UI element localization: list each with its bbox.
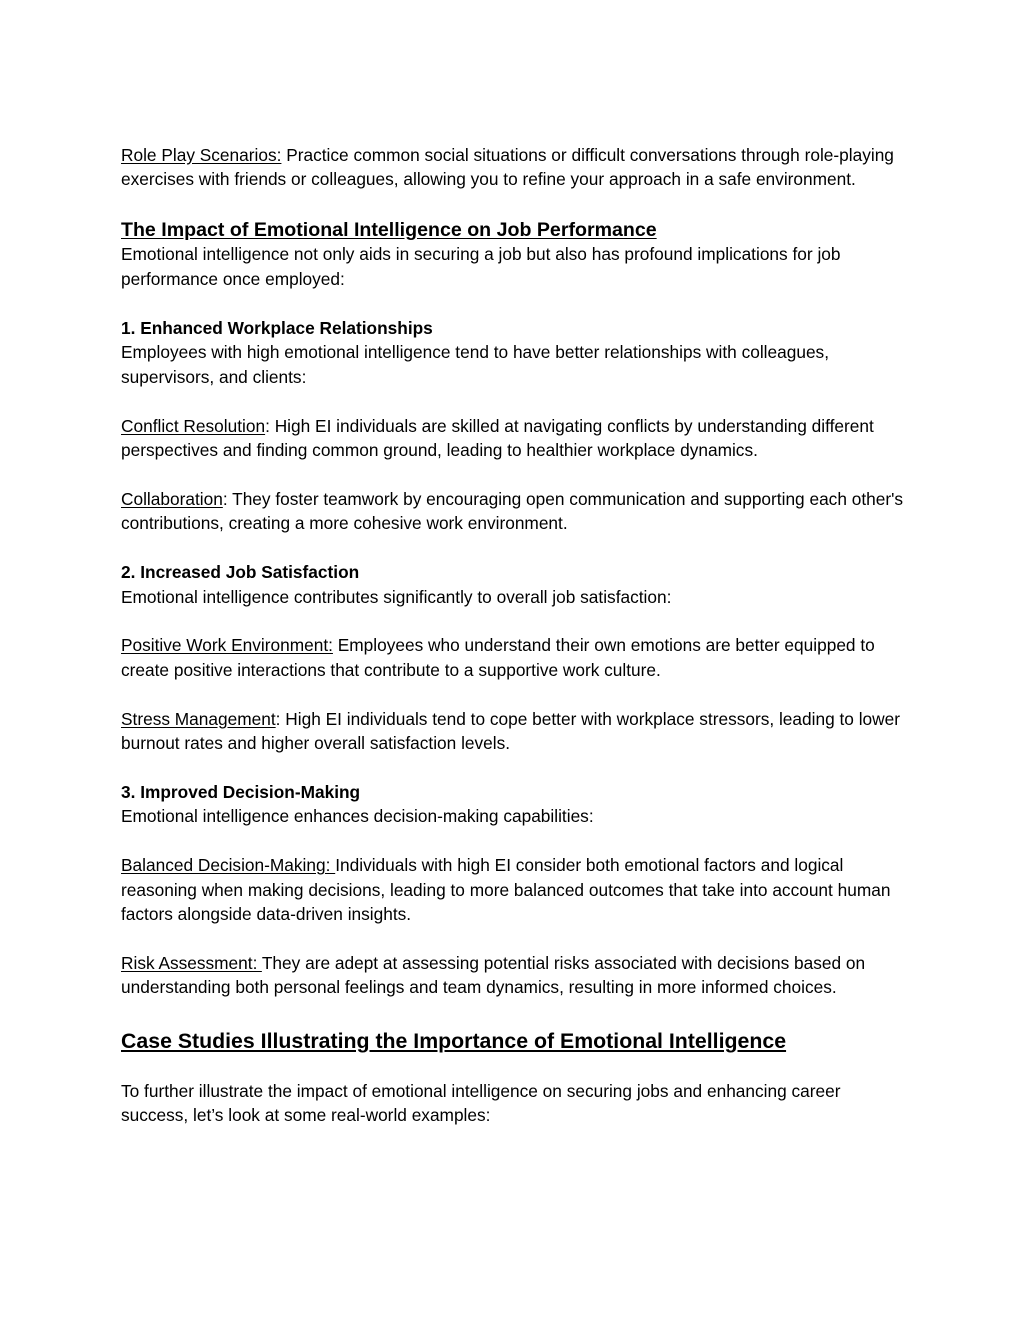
stress-management-text: : High EI individuals tend to cope better with workplace stressors, leading to lower burnout rates and higher overall satisfaction levels. bbox=[121, 708, 901, 754]
section1-intro: Employees with high emotional intelligence tend to have better relationships with colleagues, supervisors, and clients: bbox=[121, 342, 829, 387]
document-page bbox=[121, 143, 911, 1127]
risk-assessment-text: They are adept at assessing potential risks associated with decisions based on understanding both personal feelings and team dynamics, resulting in more informed choices. bbox=[121, 952, 866, 998]
collaboration-label: Collaboration bbox=[121, 488, 223, 509]
impact-intro: Emotional intelligence not only aids in securing a job but also has profound implications for job performance once employed: bbox=[121, 244, 841, 289]
balanced-decision-making-text: Individuals with high EI consider both emotional factors and logical reasoning when making decisions, leading to more balanced outcomes that take into account human factors alongside data-driven insights. bbox=[121, 855, 891, 925]
section3-heading: 3. Improved Decision-Making bbox=[121, 782, 361, 803]
stress-management-label: Stress Management bbox=[121, 708, 276, 729]
collaboration-paragraph bbox=[121, 487, 911, 536]
section2-intro: Emotional intelligence contributes significantly to overall job satisfaction: bbox=[121, 586, 672, 607]
positive-work-environment-label: Positive Work Environment: bbox=[121, 635, 333, 656]
conflict-resolution-label: Conflict Resolution bbox=[121, 415, 266, 436]
case-studies-intro: To further illustrate the impact of emotional intelligence on securing jobs and enhancing career success, let’s look at some real-world examples: bbox=[121, 1080, 841, 1126]
role-play-label: Role Play Scenarios: bbox=[121, 145, 282, 165]
balanced-decision-making-label: Balanced Decision-Making: bbox=[121, 855, 336, 876]
balanced-decision-making-paragraph bbox=[121, 853, 911, 926]
section3-intro: Emotional intelligence enhances decision-making capabilities: bbox=[121, 806, 594, 827]
conflict-resolution-text: : High EI individuals are skilled at navigating conflicts by understanding different perspectives and finding common ground, leading to healthier workplace dynamics. bbox=[121, 415, 874, 461]
conflict-resolution-paragraph bbox=[121, 414, 911, 463]
role-play-paragraph bbox=[121, 143, 911, 192]
role-play-text: Practice common social situations or difficult conversations through role-playing exercises with friends or colleagues, allowing you to refine your approach in a safe environment. bbox=[121, 145, 894, 190]
stress-management-paragraph bbox=[121, 707, 911, 756]
impact-heading: The Impact of Emotional Intelligence on Job Performance bbox=[121, 219, 657, 241]
collaboration-text: : They foster teamwork by encouraging open communication and supporting each other's contributions, creating a more cohesive work environment. bbox=[121, 488, 904, 534]
positive-work-environment-text: Employees who understand their own emotions are better equipped to create positive interactions that contribute to a supportive work culture. bbox=[121, 635, 875, 680]
risk-assessment-paragraph bbox=[121, 951, 911, 1000]
risk-assessment-label: Risk Assessment: bbox=[121, 952, 262, 973]
section1-heading: 1. Enhanced Workplace Relationships bbox=[121, 317, 433, 338]
case-studies-heading: Case Studies Illustrating the Importance of Emotional Intelligence bbox=[121, 1028, 787, 1053]
positive-work-environment-paragraph bbox=[121, 633, 911, 682]
section2-heading: 2. Increased Job Satisfaction bbox=[121, 562, 360, 583]
